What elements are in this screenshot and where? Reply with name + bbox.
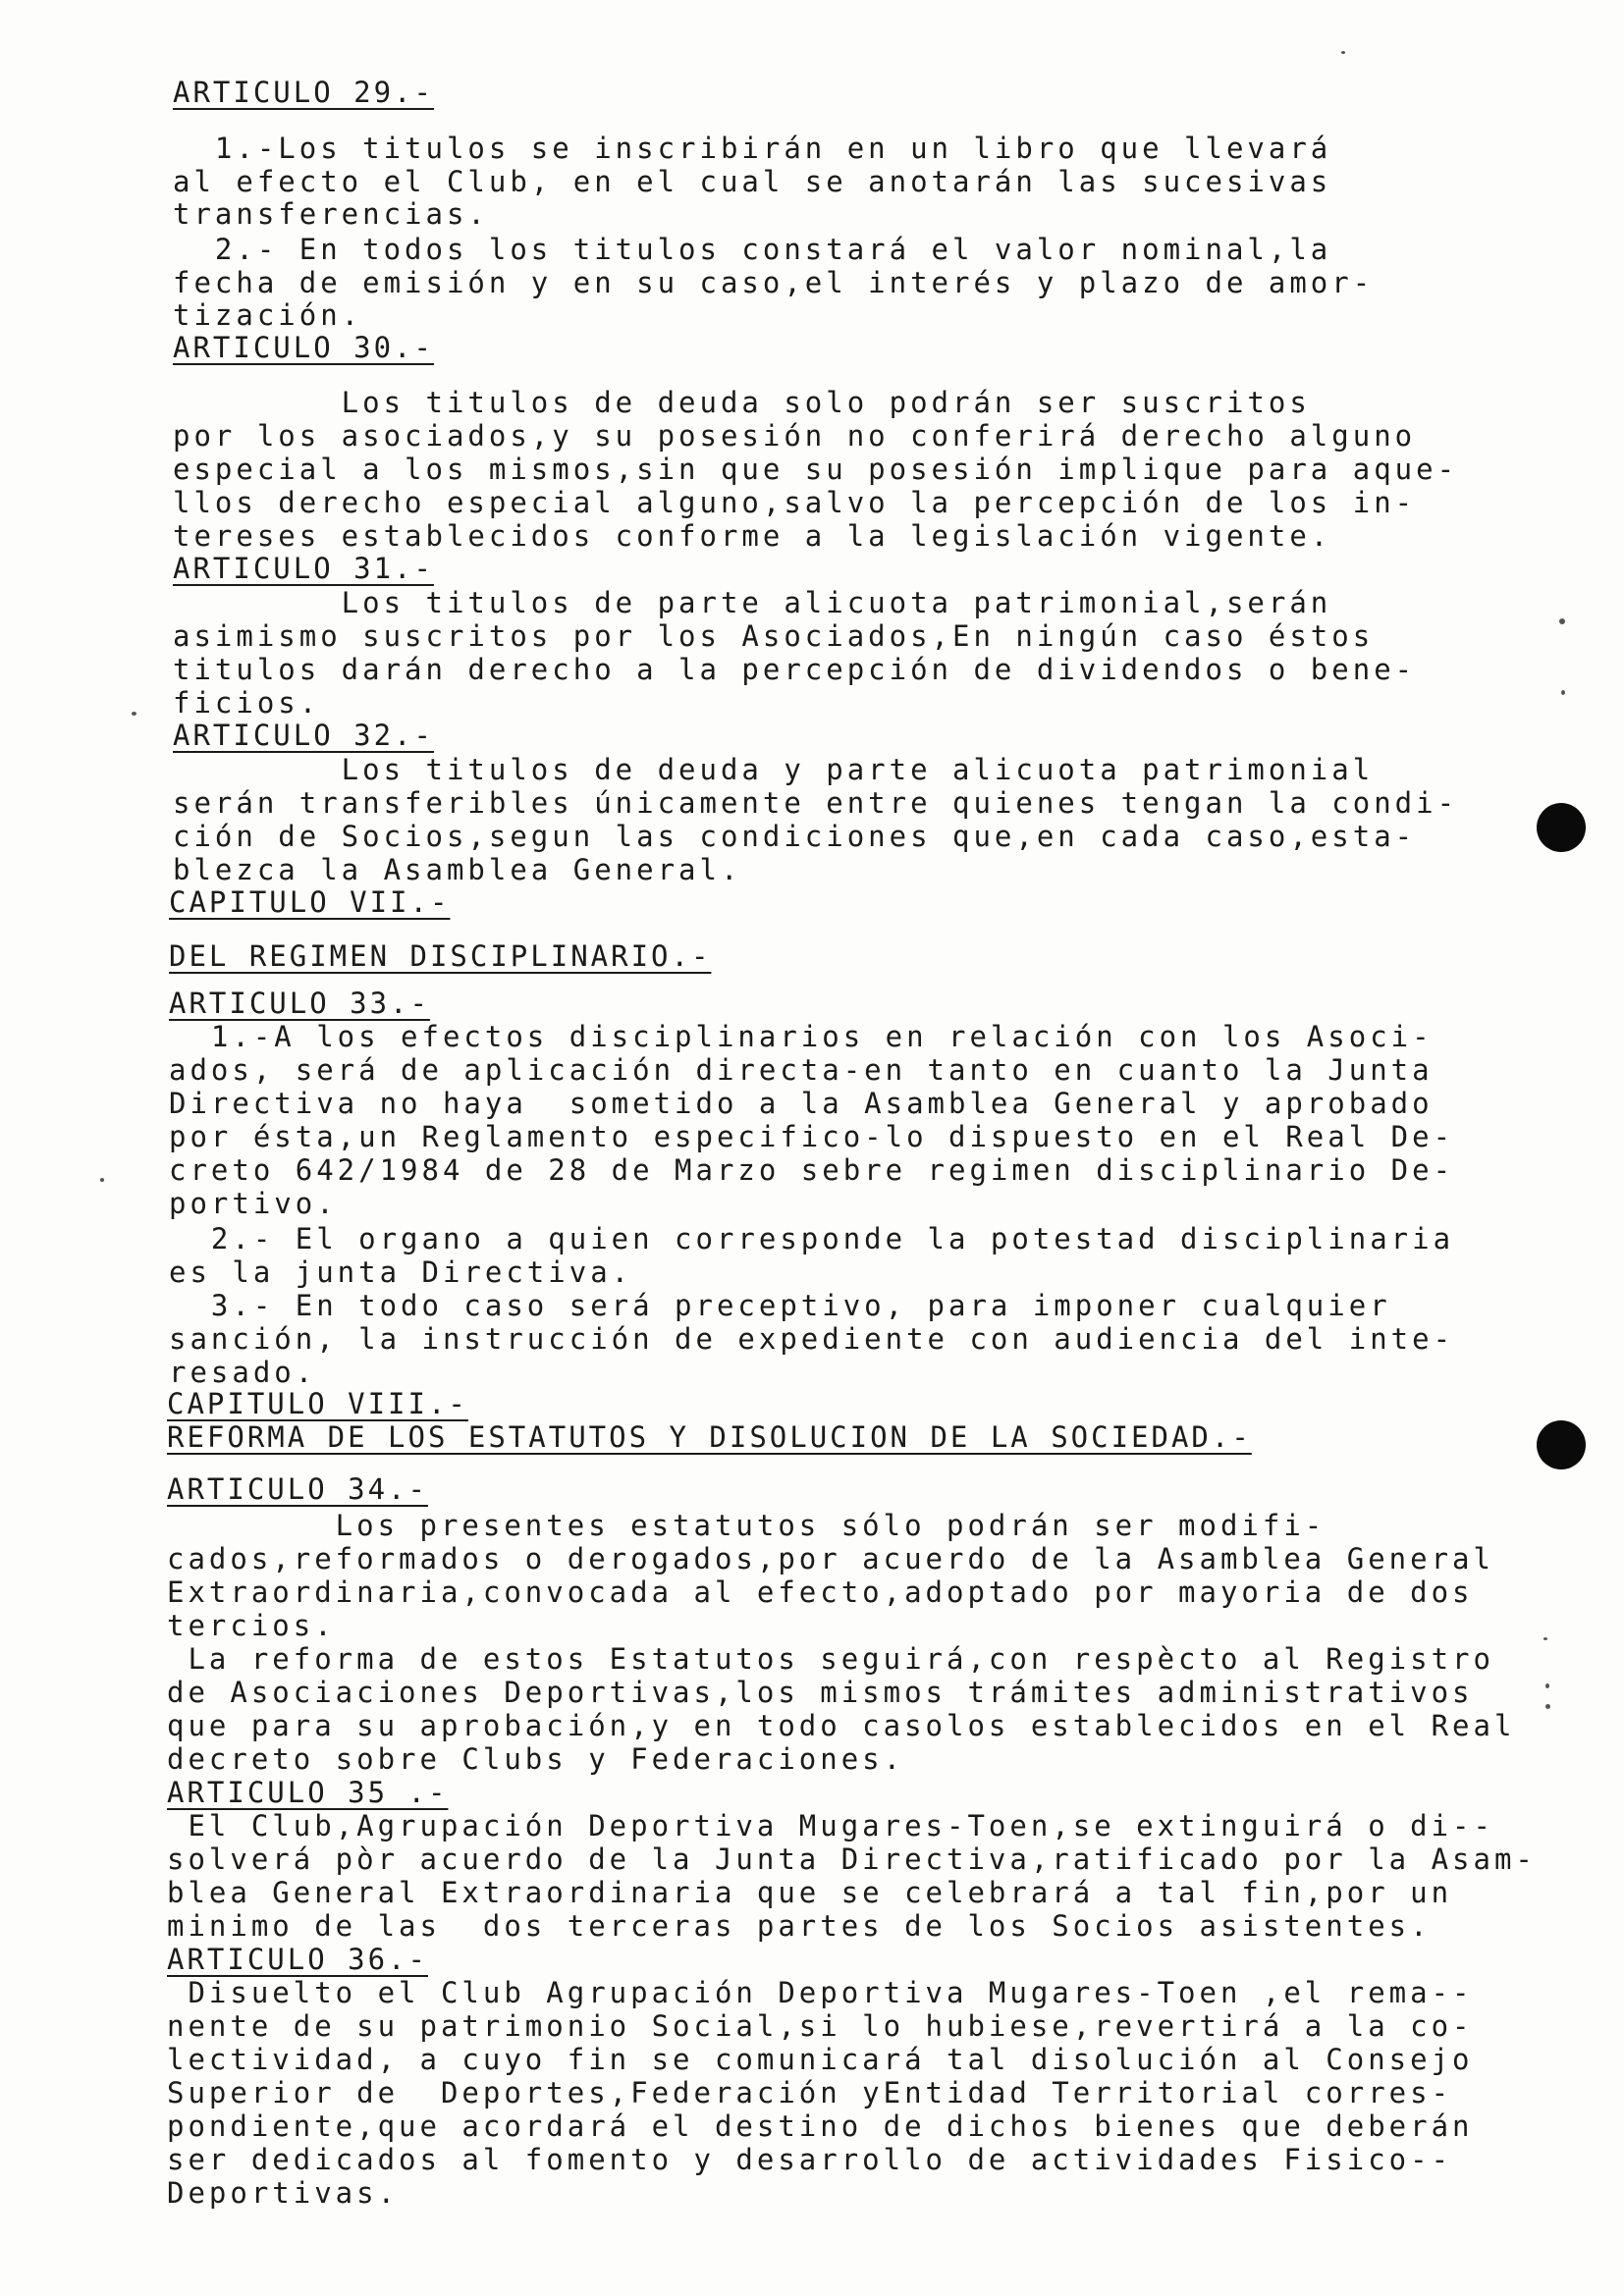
article-34-heading: ARTICULO 34.- [167, 1472, 428, 1506]
article-32-line: ción de Socios,segun las condiciones que,en cada caso,esta- [173, 820, 1417, 853]
article-30-line: especial a los mismos,sin que su posesión implique para aque- [173, 453, 1459, 486]
article-29-line: fecha de emisión y en su caso,el interés y plazo de amor- [173, 266, 1375, 299]
article-31-line: asimismo suscritos por los Asociados,En ningún caso éstos [173, 619, 1375, 653]
article-36-line: Deportivas. [167, 2176, 400, 2210]
article-29-heading: ARTICULO 29.- [173, 76, 434, 109]
article-33-line: Directiva no haya sometido a la Asamblea General y aprobado [169, 1087, 1434, 1120]
article-33-heading: ARTICULO 33.- [169, 987, 430, 1020]
article-36-line: lectividad, a cuyo fin se comunicará tal disolución al Consejo [167, 2043, 1474, 2076]
article-31-heading: ARTICULO 31.- [173, 552, 434, 585]
article-35-line: El Club,Agrupación Deportiva Mugares-Toen,se extinguirá o di-- [167, 1809, 1494, 1842]
article-35-heading: ARTICULO 35 .- [167, 1776, 449, 1809]
article-32-line: Los titulos de deuda y parte alicuota patrimonial [173, 753, 1375, 786]
article-35-line: solverá pòr acuerdo de la Junta Directiva,ratificado por la Asam- [167, 1842, 1537, 1876]
article-29-line: tización. [173, 298, 363, 332]
article-30-heading: ARTICULO 30.- [173, 331, 434, 364]
article-36-line: ser dedicados al fomento y desarrollo de actividades Fisico-- [167, 2143, 1453, 2176]
article-32-line: serán transferibles únicamente entre quienes tengan la condi- [173, 786, 1459, 820]
article-36-line: Disuelto el Club Agrupación Deportiva Mugares-Toen ,el rema-- [167, 1976, 1474, 2009]
article-34-line: Los presentes estatutos sólo podrán ser modifi- [167, 1509, 1326, 1542]
article-30-line: por los asociados,y su posesión no conferirá derecho alguno [173, 419, 1417, 453]
article-34-line: La reforma de estos Estatutos seguirá,con respècto al Registro [167, 1642, 1494, 1676]
article-34-line: cados,reformados o derogados,por acuerdo de la Asamblea General [167, 1542, 1494, 1575]
article-36-line: pondiente,que acordará el destino de dichos bienes que deberán [167, 2109, 1474, 2143]
article-30-line: tereses establecidos conforme a la legislación vigente. [173, 519, 1332, 553]
article-34-line: decreto sobre Clubs y Federaciones. [167, 1742, 905, 1776]
article-34-line: que para su aprobación,y en todo casolos establecidos en el Real [167, 1709, 1516, 1742]
article-32-heading: ARTICULO 32.- [173, 719, 434, 752]
article-35-line: blea General Extraordinaria que se celebrará a tal fin,por un [167, 1876, 1453, 1909]
article-30-line: llos derecho especial alguno,salvo la percepción de los in- [173, 486, 1417, 519]
article-33-line: resado. [169, 1356, 317, 1389]
article-33-line: sanción, la instrucción de expediente con audiencia del inte- [169, 1322, 1455, 1356]
article-34-line: tercios. [167, 1609, 336, 1642]
article-33-line: 1.-A los efectos disciplinarios en relación con los Asoci- [169, 1020, 1434, 1053]
article-31-line: ficios. [173, 686, 321, 720]
article-33-line: 2.- El organo a quien corresponde la potestad disciplinaria [169, 1222, 1455, 1255]
article-34-line: Extraordinaria,convocada al efecto,adoptado por mayoria de dos [167, 1575, 1474, 1609]
chapter-8-subheading: REFORMA DE LOS ESTATUTOS Y DISOLUCION DE LA SOCIEDAD.- [167, 1420, 1252, 1454]
article-36-line: Superior de Deportes,Federación yEntidad Territorial corres- [167, 2076, 1453, 2109]
article-33-line: 3.- En todo caso será preceptivo, para imponer cualquier [169, 1289, 1391, 1322]
article-34-line: de Asociaciones Deportivas,los mismos trámites administrativos [167, 1676, 1474, 1709]
chapter-7-heading: CAPITULO VII.- [169, 885, 451, 919]
article-35-line: minimo de las dos terceras partes de los Socios asistentes. [167, 1909, 1432, 1943]
article-31-line: titulos darán derecho a la percepción de dividendos o bene- [173, 653, 1417, 686]
article-33-line: creto 642/1984 de 28 de Marzo sebre regimen disciplinario De- [169, 1153, 1455, 1187]
article-29-line: 1.-Los titulos se inscribirán en un libro que llevará [173, 132, 1332, 165]
article-31-line: Los titulos de parte alicuota patrimonial,serán [173, 586, 1332, 619]
article-36-heading: ARTICULO 36.- [167, 1943, 428, 1976]
article-29-line: 2.- En todos los titulos constará el valor nominal,la [173, 233, 1332, 266]
article-33-line: es la junta Directiva. [169, 1255, 633, 1289]
article-36-line: nente de su patrimonio Social,si lo hubiese,revertirá a la co- [167, 2009, 1474, 2043]
article-33-line: portivo. [169, 1187, 338, 1220]
chapter-7-subheading: DEL REGIMEN DISCIPLINARIO.- [169, 939, 712, 973]
chapter-8-heading: CAPITULO VIII.- [167, 1387, 468, 1420]
article-32-line: blezca la Asamblea General. [173, 853, 742, 886]
article-29-line: al efecto el Club, en el cual se anotarán las sucesivas [173, 165, 1332, 198]
article-33-line: por ésta,un Reglamento especifico-lo dispuesto en el Real De- [169, 1120, 1455, 1153]
article-29-line: transferencias. [173, 197, 489, 231]
article-30-line: Los titulos de deuda solo podrán ser suscritos [173, 386, 1311, 419]
article-33-line: ados, será de aplicación directa-en tanto en cuanto la Junta [169, 1053, 1434, 1087]
